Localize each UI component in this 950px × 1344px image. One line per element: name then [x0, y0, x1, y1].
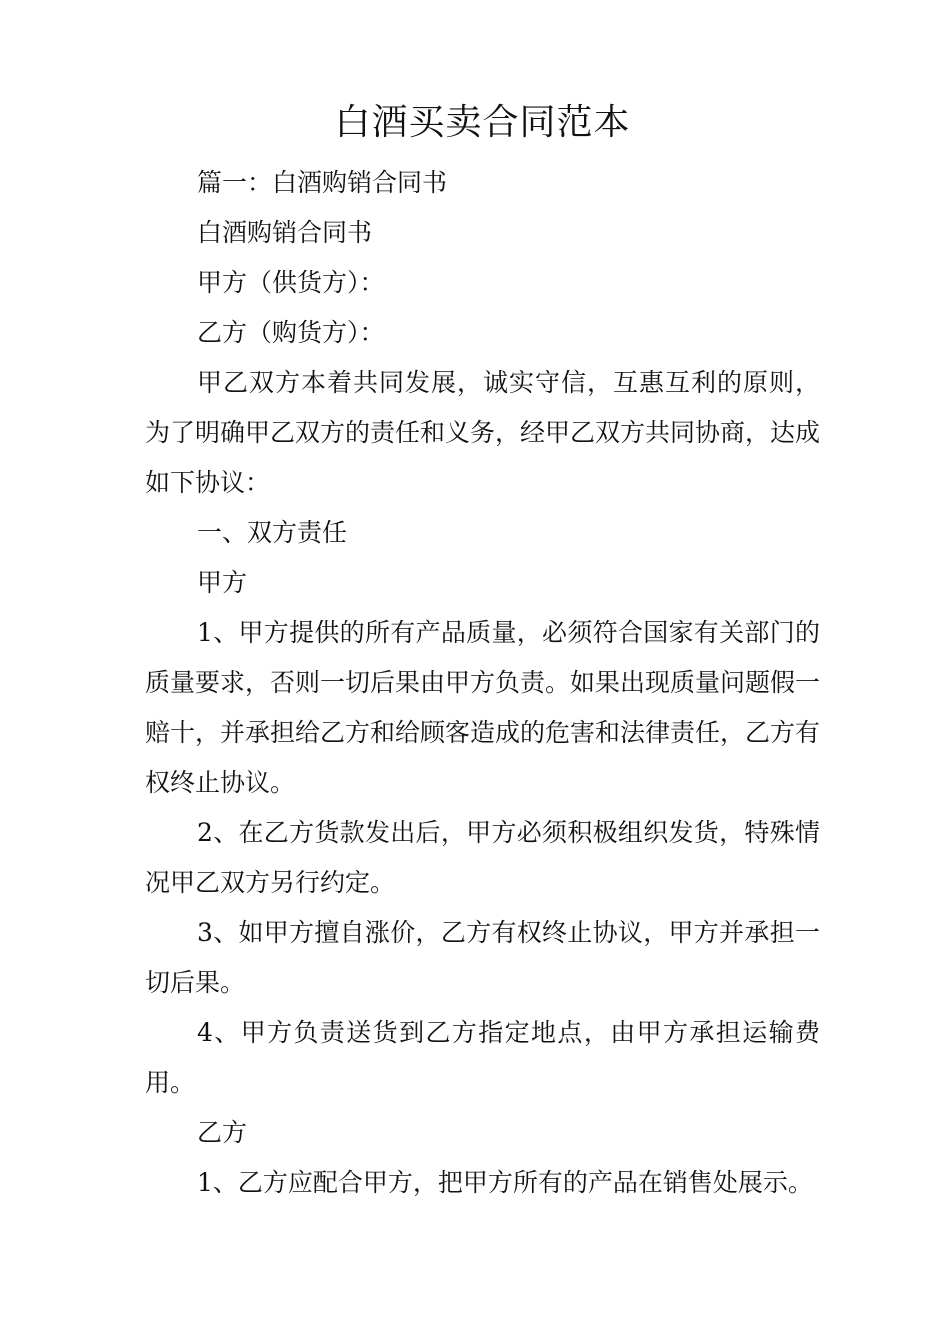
- subheading-party-b: 乙方: [197, 1118, 248, 1147]
- party-a-clause-2: 2、在乙方货款发出后，甲方必须积极组织发货，特殊情况甲乙双方另行约定。: [145, 818, 820, 897]
- document-title: 白酒买卖合同范本: [334, 102, 631, 143]
- paragraph-list: [145, 158, 820, 1208]
- party-b-line: 乙方（购货方）：: [197, 318, 385, 347]
- party-b-clause-1: 1、乙方应配合甲方，把甲方所有的产品在销售处展示。: [197, 1168, 813, 1197]
- subheading-party-a: 甲方: [197, 568, 248, 597]
- party-a-clause-4: 4、甲方负责送货到乙方指定地点，由甲方承担运输费用。: [145, 1018, 820, 1097]
- party-a-clause-3: 3、如甲方擅自涨价，乙方有权终止协议，甲方并承担一切后果。: [145, 918, 820, 997]
- preamble-paragraph: 甲乙双方本着共同发展，诚实守信，互惠互利的原则，为了明确甲乙双方的责任和义务，经甲乙双方共同协商，达成如下协议：: [145, 368, 821, 497]
- party-a-clause-1: 1、甲方提供的所有产品质量，必须符合国家有关部门的质量要求，否则一切后果由甲方负责。如果出现质量问题假一赔十，并承担给乙方和给顾客造成的危害和法律责任，乙方有权终止协议。: [145, 618, 821, 797]
- section-heading-part-one: 篇一：白酒购销合同书: [197, 168, 448, 197]
- document-body: [145, 96, 820, 1208]
- party-a-line: 甲方（供货方）：: [197, 268, 385, 297]
- contract-name: 白酒购销合同书: [197, 218, 373, 247]
- section-heading-responsibilities: 一、双方责任: [197, 518, 348, 547]
